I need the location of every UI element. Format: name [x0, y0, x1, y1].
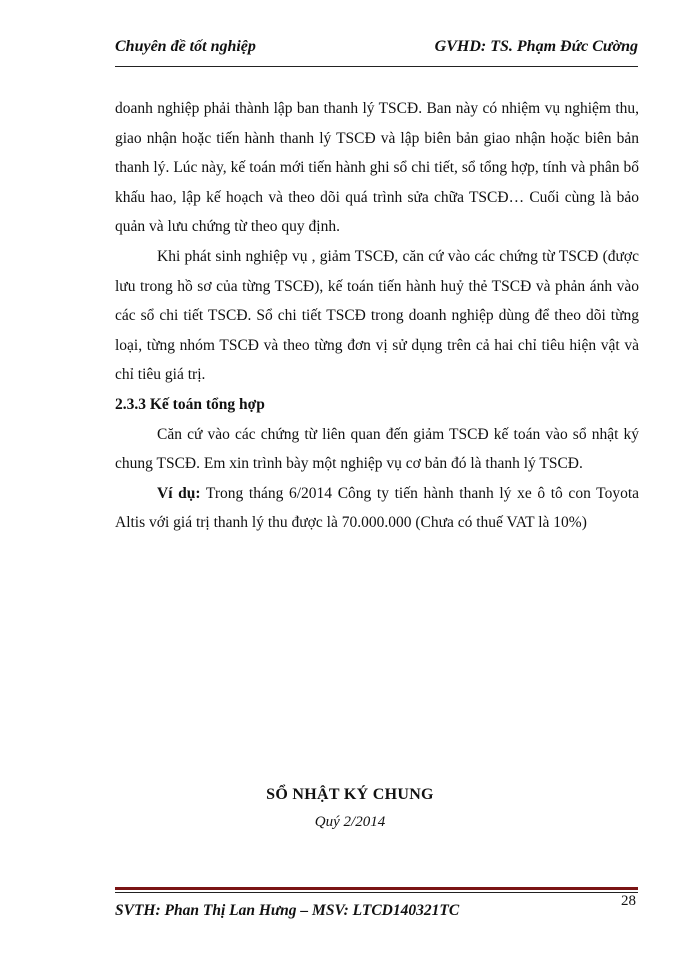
paragraph-example	[115, 479, 639, 538]
body-text	[115, 94, 639, 538]
section-heading: 2.3.3 Kế toán tổng hợp	[115, 395, 265, 413]
footer-rule-thick	[115, 887, 638, 890]
example-label: Ví dụ:	[157, 484, 201, 502]
header-supervisor: GVHD: TS. Phạm Đức Cường	[434, 38, 638, 55]
paragraph-liquidation-board: doanh nghiệp phải thành lập ban thanh lý TSCĐ. Ban này có nhiệm vụ nghiệm thu, giao nhận hoặc tiến hành thanh lý TSCĐ và lập biên bản giao nhận hoặc biên bản thanh lý. Lúc này, kế toán mới tiến hành ghi sổ chi tiết, sổ tổng hợp, tính và phân bổ khấu hao, lập kế hoạch và theo dõi quá trình sửa chữa TSCĐ… Cuối cùng là bảo quản và lưu chứng từ theo quy định.	[115, 100, 639, 236]
paragraph-asset-decrease: Khi phát sinh nghiệp vụ , giảm TSCĐ, căn cứ vào các chứng từ TSCĐ (được lưu trong hồ sơ của từng TSCĐ), kế toán tiến hành huỷ thẻ TSCĐ và phản ánh vào các sổ chi tiết TSCĐ. Sổ chi tiết TSCĐ trong doanh nghiệp dùng để theo dõi từng loại, từng nhóm TSCĐ và theo từng đơn vị sử dụng trên cả hai chỉ tiêu hiện vật và chỉ tiêu giá trị.	[115, 247, 639, 384]
header-rule	[115, 66, 638, 67]
footer-student-info: SVTH: Phan Thị Lan Hưng – MSV: LTCD140321TC	[115, 902, 460, 919]
paragraph-general-journal: Căn cứ vào các chứng từ liên quan đến giảm TSCĐ kế toán vào sổ nhật ký chung TSCĐ. Em xin trình bày một nghiệp vụ cơ bản đó là thanh lý TSCĐ.	[115, 425, 639, 473]
page-header	[115, 38, 638, 68]
ledger-title: SỔ NHẬT KÝ CHUNG	[266, 786, 434, 803]
example-text: Trong tháng 6/2014 Công ty tiến hành thanh lý xe ô tô con Toyota Altis với giá trị thanh lý thu được là 70.000.000 (Chưa có thuế VAT là 10%)	[115, 484, 640, 532]
header-document-type: Chuyên đề tốt nghiệp	[115, 38, 256, 55]
page-number: 28	[621, 893, 636, 909]
footer-rule-thin	[115, 892, 638, 893]
ledger-period: Quý 2/2014	[314, 814, 386, 830]
